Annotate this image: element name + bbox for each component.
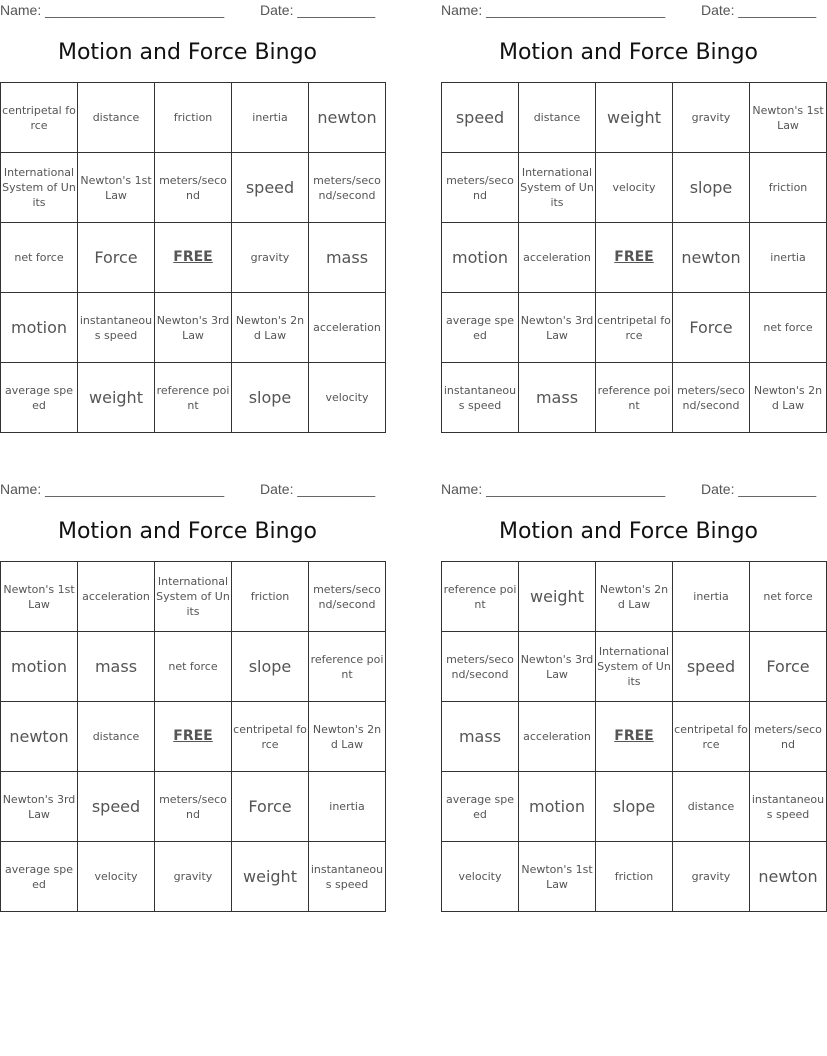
grid-row bbox=[442, 363, 827, 433]
grid-row bbox=[442, 153, 827, 223]
bingo-cell: Newton's 2nd Law bbox=[750, 363, 827, 433]
bingo-card-3 bbox=[0, 479, 384, 913]
bingo-cell: Newton's 2nd Law bbox=[309, 702, 386, 772]
bingo-cell: meters/second/second bbox=[309, 562, 386, 632]
bingo-cell: International System of Units bbox=[596, 632, 673, 702]
bingo-grid bbox=[0, 82, 386, 433]
bingo-cell: Newton's 2nd Law bbox=[232, 293, 309, 363]
bingo-cell: friction bbox=[596, 842, 673, 912]
free-space: FREE bbox=[155, 702, 232, 772]
bingo-cell: gravity bbox=[673, 83, 750, 153]
bingo-cell: instantaneous speed bbox=[750, 772, 827, 842]
name-field: Name: _______________________ bbox=[441, 2, 666, 18]
bingo-cell: International System of Units bbox=[519, 153, 596, 223]
bingo-cell: reference point bbox=[155, 363, 232, 433]
bingo-cell: weight bbox=[78, 363, 155, 433]
bingo-cell: distance bbox=[673, 772, 750, 842]
bingo-cell: gravity bbox=[155, 842, 232, 912]
grid-row bbox=[442, 293, 827, 363]
bingo-cell: net force bbox=[750, 293, 827, 363]
grid-row bbox=[1, 83, 386, 153]
bingo-cell: Force bbox=[750, 632, 827, 702]
bingo-cell: speed bbox=[442, 83, 519, 153]
bingo-cell: net force bbox=[155, 632, 232, 702]
grid-row bbox=[1, 772, 386, 842]
bingo-cell: Force bbox=[78, 223, 155, 293]
bingo-cell: slope bbox=[232, 363, 309, 433]
bingo-cell: average speed bbox=[442, 293, 519, 363]
bingo-cell: Force bbox=[232, 772, 309, 842]
bingo-cell: friction bbox=[750, 153, 827, 223]
bingo-cell: slope bbox=[673, 153, 750, 223]
bingo-cell: average speed bbox=[1, 363, 78, 433]
bingo-cell: inertia bbox=[309, 772, 386, 842]
date-field: Date: __________ bbox=[701, 481, 817, 497]
bingo-cell: mass bbox=[309, 223, 386, 293]
bingo-cell: newton bbox=[1, 702, 78, 772]
grid-row bbox=[1, 223, 386, 293]
bingo-cell: acceleration bbox=[519, 223, 596, 293]
bingo-cell: weight bbox=[596, 83, 673, 153]
grid-row bbox=[1, 632, 386, 702]
grid-row bbox=[442, 562, 827, 632]
bingo-cell: distance bbox=[78, 83, 155, 153]
grid-row bbox=[442, 842, 827, 912]
card-title: Motion and Force Bingo bbox=[498, 40, 759, 65]
date-field: Date: __________ bbox=[260, 2, 376, 18]
bingo-cell: velocity bbox=[596, 153, 673, 223]
bingo-cell: motion bbox=[442, 223, 519, 293]
bingo-cell: distance bbox=[519, 83, 596, 153]
bingo-cell: velocity bbox=[78, 842, 155, 912]
bingo-cell: mass bbox=[78, 632, 155, 702]
date-field: Date: __________ bbox=[701, 2, 817, 18]
bingo-cell: weight bbox=[232, 842, 309, 912]
bingo-cell: motion bbox=[1, 632, 78, 702]
name-field: Name: _______________________ bbox=[441, 481, 666, 497]
grid-row bbox=[442, 223, 827, 293]
bingo-cell: speed bbox=[673, 632, 750, 702]
free-space: FREE bbox=[596, 223, 673, 293]
bingo-cell: motion bbox=[519, 772, 596, 842]
bingo-cell: mass bbox=[519, 363, 596, 433]
bingo-cell: Newton's 1st Law bbox=[519, 842, 596, 912]
bingo-cell: reference point bbox=[596, 363, 673, 433]
card-title: Motion and Force Bingo bbox=[57, 40, 318, 65]
bingo-cell: reference point bbox=[442, 562, 519, 632]
bingo-cell: inertia bbox=[673, 562, 750, 632]
bingo-cell: meters/second/second bbox=[442, 632, 519, 702]
grid-row bbox=[1, 293, 386, 363]
grid-row bbox=[1, 702, 386, 772]
bingo-cell: velocity bbox=[309, 363, 386, 433]
bingo-grid bbox=[441, 561, 827, 912]
grid-row bbox=[442, 632, 827, 702]
bingo-cell: meters/second bbox=[750, 702, 827, 772]
bingo-cell: friction bbox=[155, 83, 232, 153]
bingo-card-1 bbox=[0, 0, 381, 434]
bingo-cell: Newton's 1st Law bbox=[78, 153, 155, 223]
date-field: Date: __________ bbox=[260, 481, 376, 497]
bingo-cell: gravity bbox=[673, 842, 750, 912]
grid-row bbox=[442, 772, 827, 842]
bingo-cell: slope bbox=[232, 632, 309, 702]
bingo-cell: newton bbox=[673, 223, 750, 293]
bingo-cell: net force bbox=[1, 223, 78, 293]
bingo-cell: Newton's 1st Law bbox=[1, 562, 78, 632]
bingo-card-4 bbox=[441, 479, 825, 913]
bingo-cell: mass bbox=[442, 702, 519, 772]
bingo-cell: meters/second/second bbox=[673, 363, 750, 433]
grid-row bbox=[1, 562, 386, 632]
card-title: Motion and Force Bingo bbox=[57, 519, 318, 544]
grid-row bbox=[1, 842, 386, 912]
grid-row bbox=[1, 363, 386, 433]
grid-row bbox=[442, 702, 827, 772]
bingo-cell: instantaneous speed bbox=[442, 363, 519, 433]
bingo-cell: centripetal force bbox=[596, 293, 673, 363]
free-space: FREE bbox=[596, 702, 673, 772]
bingo-cell: Newton's 3rd Law bbox=[1, 772, 78, 842]
bingo-cell: velocity bbox=[442, 842, 519, 912]
bingo-cell: distance bbox=[78, 702, 155, 772]
bingo-cell: average speed bbox=[1, 842, 78, 912]
bingo-cell: meters/second bbox=[155, 153, 232, 223]
bingo-cell: meters/second/second bbox=[309, 153, 386, 223]
bingo-cell: instantaneous speed bbox=[78, 293, 155, 363]
name-field: Name: _______________________ bbox=[0, 2, 225, 18]
bingo-cell: acceleration bbox=[78, 562, 155, 632]
bingo-cell: motion bbox=[1, 293, 78, 363]
bingo-cell: International System of Units bbox=[1, 153, 78, 223]
bingo-cell: Newton's 2nd Law bbox=[596, 562, 673, 632]
bingo-cell: Newton's 1st Law bbox=[750, 83, 827, 153]
bingo-cell: instantaneous speed bbox=[309, 842, 386, 912]
name-field: Name: _______________________ bbox=[0, 481, 225, 497]
bingo-cell: acceleration bbox=[309, 293, 386, 363]
bingo-cell: Newton's 3rd Law bbox=[519, 632, 596, 702]
card-title: Motion and Force Bingo bbox=[498, 519, 759, 544]
bingo-cell: friction bbox=[232, 562, 309, 632]
bingo-cell: centripetal force bbox=[1, 83, 78, 153]
bingo-cell: average speed bbox=[442, 772, 519, 842]
bingo-cell: Newton's 3rd Law bbox=[155, 293, 232, 363]
bingo-grid bbox=[441, 82, 827, 433]
bingo-cell: centripetal force bbox=[673, 702, 750, 772]
bingo-cell: newton bbox=[309, 83, 386, 153]
bingo-cell: speed bbox=[78, 772, 155, 842]
bingo-cell: weight bbox=[519, 562, 596, 632]
bingo-cell: inertia bbox=[750, 223, 827, 293]
bingo-cell: slope bbox=[596, 772, 673, 842]
bingo-cell: net force bbox=[750, 562, 827, 632]
bingo-cell: International System of Units bbox=[155, 562, 232, 632]
bingo-cell: Newton's 3rd Law bbox=[519, 293, 596, 363]
bingo-cell: meters/second bbox=[442, 153, 519, 223]
bingo-card-2 bbox=[441, 0, 824, 434]
bingo-cell: speed bbox=[232, 153, 309, 223]
bingo-cell: newton bbox=[750, 842, 827, 912]
bingo-cell: Force bbox=[673, 293, 750, 363]
bingo-cell: centripetal force bbox=[232, 702, 309, 772]
bingo-cell: meters/second bbox=[155, 772, 232, 842]
bingo-cell: gravity bbox=[232, 223, 309, 293]
free-space: FREE bbox=[155, 223, 232, 293]
grid-row bbox=[442, 83, 827, 153]
bingo-cell: acceleration bbox=[519, 702, 596, 772]
bingo-cell: inertia bbox=[232, 83, 309, 153]
grid-row bbox=[1, 153, 386, 223]
bingo-grid bbox=[0, 561, 386, 912]
bingo-cell: reference point bbox=[309, 632, 386, 702]
